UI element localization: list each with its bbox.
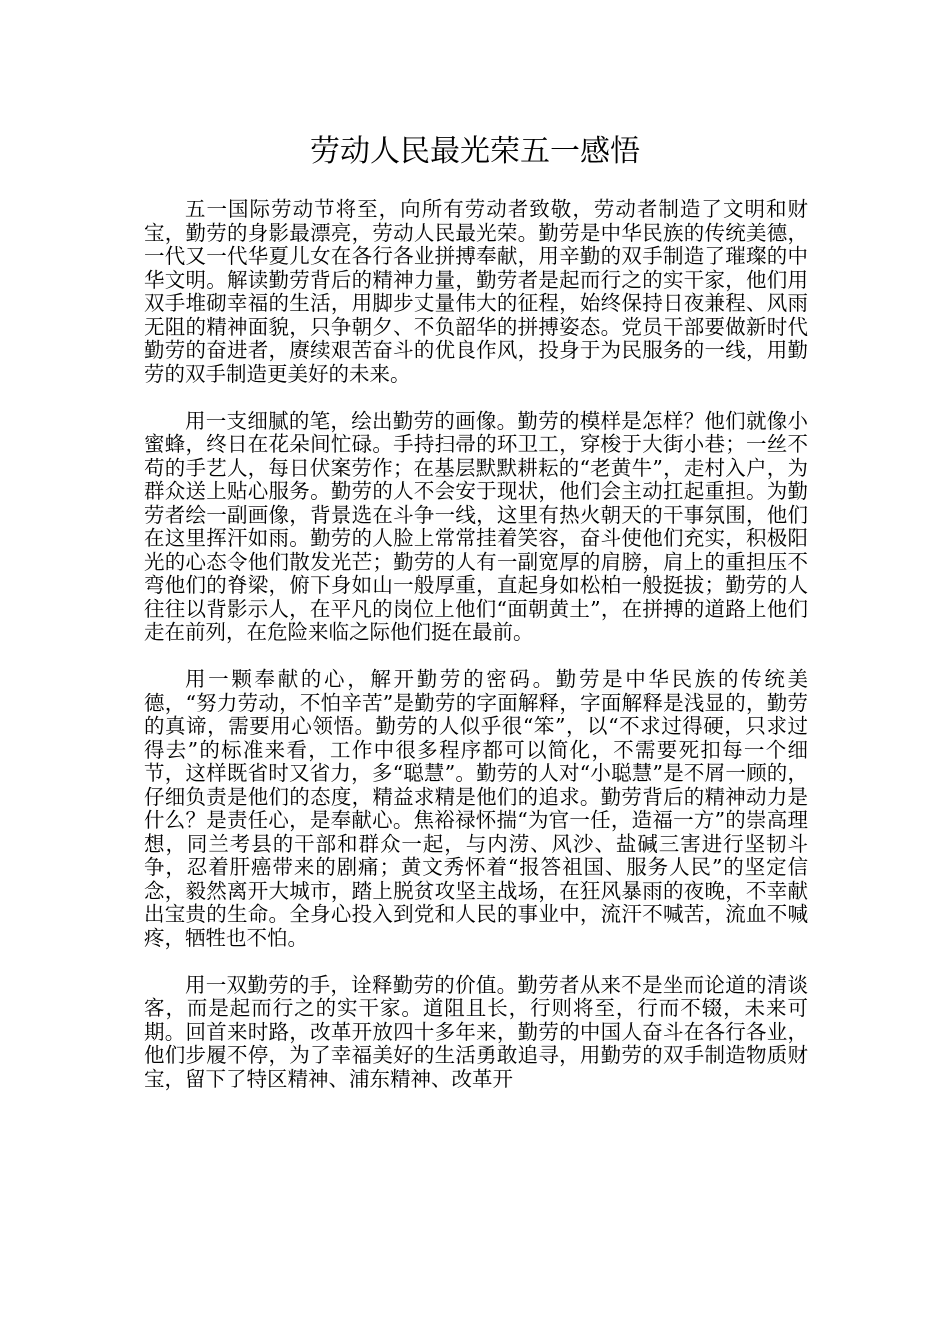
document-title: 劳动人民最光荣五一感悟 xyxy=(310,134,640,169)
document-body xyxy=(144,198,808,1115)
paragraph-2: 用一支细腻的笔，绘出勤劳的画像。勤劳的模样是怎样？他们就像小蜜蜂，终日在花朵间忙碌。手持扫帚的环卫工，穿梭于大街小巷；一丝不苟的手艺人，每日伏案劳作；在基层默默耕耘的“老黄牛”，走村入户，为群众送上贴心服务。勤劳的人不会安于现状，他们会主动扛起重担。为勤劳者绘一副画像，背景选在斗争一线，这里有热火朝天的干事氛围，他们在这里挥汗如雨。勤劳的人脸上常常挂着笑容，奋斗使他们充实，积极阳光的心态令他们散发光芒；勤劳的人有一副宽厚的肩膀，肩上的重担压不弯他们的脊梁，俯下身如山一般厚重，直起身如松柏一般挺拔；勤劳的人往往以背影示人，在平凡的岗位上他们“面朝黄土”，在拼搏的道路上他们走在前列，在危险来临之际他们挺在最前。 xyxy=(144,408,808,644)
paragraph-1: 五一国际劳动节将至，向所有劳动者致敬，劳动者制造了文明和财宝，勤劳的身影最漂亮，劳动人民最光荣。勤劳是中华民族的传统美德，一代又一代华夏儿女在各行各业拼搏奉献，用辛勤的双手制造了璀璨的中华文明。解读勤劳背后的精神力量，勤劳者是起而行之的实干家，他们用双手堆砌幸福的生活，用脚步丈量伟大的征程，始终保持日夜兼程、风雨无阻的精神面貌，只争朝夕、不负韶华的拼搏姿态。党员干部要做新时代勤劳的奋进者，赓续艰苦奋斗的优良作风，投身于为民服务的一线，用勤劳的双手制造更美好的未来。 xyxy=(144,197,808,386)
paragraph-4: 用一双勤劳的手，诠释勤劳的价值。勤劳者从来不是坐而论道的清谈客，而是起而行之的实干家。道阻且长，行则将至，行而不辍，未来可期。回首来时路，改革开放四十多年来，勤劳的中国人奋斗在各行各业，他们步履不停，为了幸福美好的生活勇敢追寻，用勤劳的双手制造物质财宝，留下了特区精神、浦东精神、改革开 xyxy=(144,972,808,1091)
paragraph-3: 用一颗奉献的心，解开勤劳的密码。勤劳是中华民族的传统美德，“努力劳动，不怕辛苦”是勤劳的字面解释，字面解释是浅显的，勤劳的真谛，需要用心领悟。勤劳的人似乎很“笨”，以“不求过得硬，只求过得去”的标准来看，工作中很多程序都可以简化，不需要死扣每一个细节，这样既省时又省力，多“聪慧”。勤劳的人对“小聪慧”是不屑一顾的，仔细负责是他们的态度，精益求精是他们的追求。勤劳背后的精神动力是什么？是责任心，是奉献心。焦裕禄怀揣“为官一任，造福一方”的崇高理想，同兰考县的干部和群众一起，与内涝、风沙、盐碱三害进行坚韧斗争，忍着肝癌带来的剧痛；黄文秀怀着“报答祖国、服务人民”的坚定信念，毅然离开大城市，踏上脱贫攻坚主战场，在狂风暴雨的夜晚，不幸献出宝贵的生命。全身心投入到党和人民的事业中，流汗不喊苦，流血不喊疼，牺牲也不怕。 xyxy=(144,667,808,950)
